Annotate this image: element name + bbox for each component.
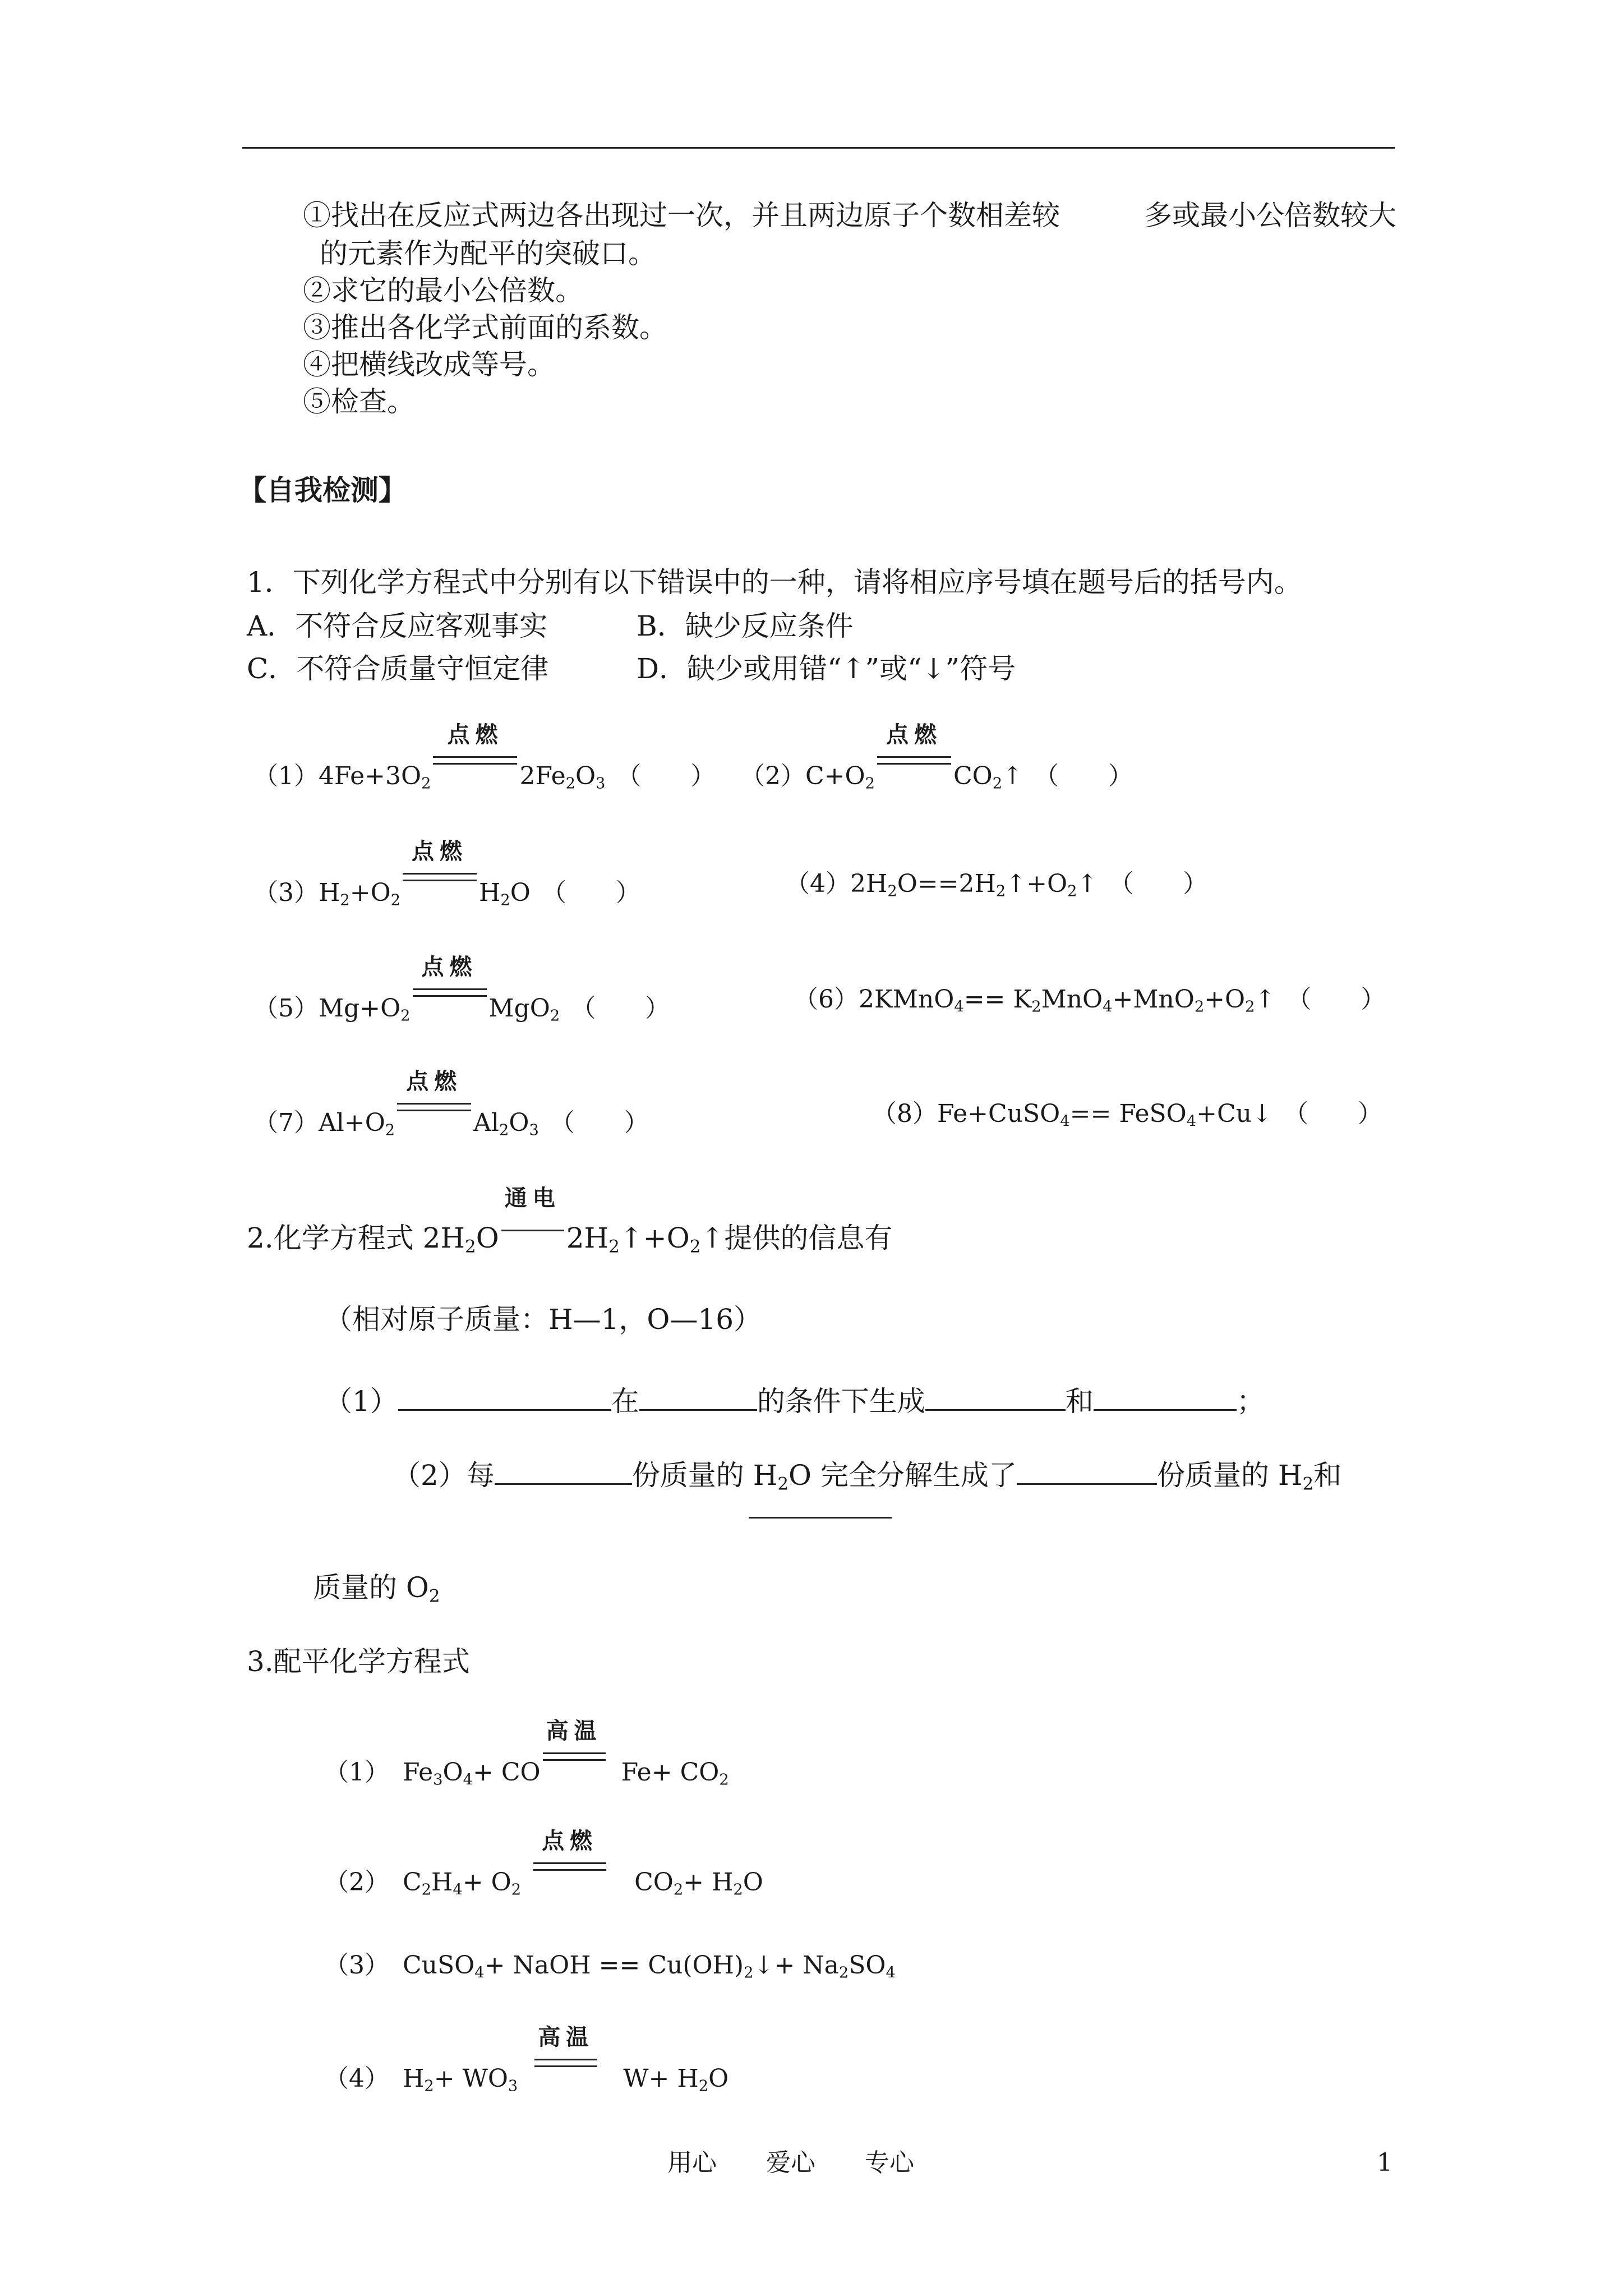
q2-sub-1: （1） 在 的条件下生成 和 ； (324, 1380, 1265, 1419)
step-4: ④把横线改成等号。 (303, 348, 555, 381)
q1-item-7: $(7)Al+O_2$ 点燃 $Al_2O_3$ （ ） (253, 1069, 649, 1139)
q1-item-4: $(4)2H_2O==2H_2↑+O_2↑$ （ ） (785, 869, 1208, 900)
ignite-condition: 点燃 (403, 867, 477, 901)
q1-stem: 1．下列化学方程式中分别有以下错误中的一种，请将相应序号填在题号后的括号内。 (247, 566, 1302, 599)
q3-eq-4: （4） $H_2+ WO_3$ 高温 $W+ H_2O$ (324, 2024, 729, 2095)
step-1-line2: 的元素作为配平的突破口。 (320, 237, 656, 270)
answer-paren[interactable]: （ ） (1283, 1099, 1382, 1128)
q1-item-5: $(5)Mg+O_2$ 点燃 MgO$_2$ （ ） (253, 954, 670, 1025)
footer-text: 用心 爱心 专心 (667, 2148, 914, 2177)
ignite-condition: 点燃 (397, 1097, 471, 1131)
header-rule (242, 147, 1395, 149)
step-3: ③推出各化学式前面的系数。 (303, 311, 667, 344)
step-5: ⑤检查。 (303, 385, 415, 418)
q3-eq-1: （1） $Fe_3O_4+$ CO 高温 $Fe+ CO_2$ (324, 1718, 729, 1789)
q1-option-c: C．不符合质量守恒定律 (247, 652, 549, 685)
q2-note: （相对原子质量：H—1，O—16） (324, 1303, 762, 1336)
answer-paren[interactable]: （ ） (616, 762, 716, 790)
q1-option-d: D．缺少或用错“↑”或“↓”符号 (637, 652, 1016, 685)
high-temp-condition: 高温 (543, 1747, 606, 1780)
answer-paren[interactable]: （ ） (550, 1108, 649, 1137)
ignite-condition: 点燃 (877, 751, 951, 784)
page-number: 1 (1377, 2148, 1393, 2177)
q1-item-3: $(3)H_2+O_2$ 点燃 $H_2O$ （ ） (253, 839, 640, 909)
q1-item-6: （6）2KMnO$_4$== $K_2MnO_4+MnO_2+O_2↑$ （ ） (794, 985, 1386, 1016)
blank-product-1[interactable] (925, 1380, 1066, 1411)
section-title: 【自我检测】 (238, 473, 407, 507)
q2-sub-2-end: 质量的 $O_2$ (313, 1571, 440, 1607)
q2-sub-2: （2）每 份质量的 $H_2O$ 完全分解生成了 份质量的 $H_2$和 (393, 1454, 1341, 1493)
answer-paren[interactable]: （ ） (1034, 762, 1133, 790)
blank-condition[interactable] (639, 1380, 757, 1411)
q1-item-8: （8）Fe+CuSO$_4$== FeSO$_4$+Cu↓ （ ） (872, 1099, 1382, 1130)
step-1-cont: 多或最小公倍数较大 (1144, 199, 1396, 232)
q2-stem: 2.化学方程式 $2H_2O$ 通电 $2H_2↑+O_2↑$提供的信息有 (247, 1185, 893, 1257)
q3-stem: 3.配平化学方程式 (247, 1645, 470, 1678)
answer-paren[interactable]: （ ） (541, 878, 640, 907)
ignite-condition: 点燃 (433, 751, 517, 784)
blank-water-mass[interactable] (495, 1454, 632, 1485)
high-temp-condition: 高温 (534, 2053, 597, 2087)
ignite-condition: 点燃 (533, 1857, 606, 1890)
answer-paren[interactable]: （ ） (1109, 869, 1208, 898)
q1-option-b: B．缺少反应条件 (637, 610, 854, 642)
blank-oxygen-mass[interactable] (749, 1488, 892, 1519)
answer-paren[interactable]: （ ） (571, 994, 670, 1023)
q3-eq-3: （3） CuSO$_4$+ NaOH == $Cu(OH)_2↓+ Na_2SO_4$ (324, 1951, 896, 1982)
step-1: ①找出在反应式两边各出现过一次，并且两边原子个数相差较 (303, 199, 1060, 232)
electrolysis-condition: 通电 (501, 1214, 564, 1248)
answer-paren[interactable]: （ ） (1287, 985, 1386, 1014)
ignite-condition: 点燃 (413, 983, 487, 1016)
blank-product-2[interactable] (1094, 1380, 1237, 1411)
blank-reactant[interactable] (398, 1380, 611, 1411)
q1-item-1: $(1)4Fe+3O_2$ 点燃 $2Fe_2O_3$ （ ） (253, 722, 716, 793)
step-2: ②求它的最小公倍数。 (303, 274, 583, 307)
q1-option-a: A．不符合反应客观事实 (247, 610, 548, 642)
blank-hydrogen-mass[interactable] (1017, 1454, 1157, 1485)
q3-eq-2: （2） $C_2H_4+ O_2$ 点燃 $CO_2+ H_2O$ (324, 1828, 763, 1899)
q1-item-2: $(2)C+O_2$ 点燃 $CO_2↑$ （ ） (740, 722, 1133, 793)
